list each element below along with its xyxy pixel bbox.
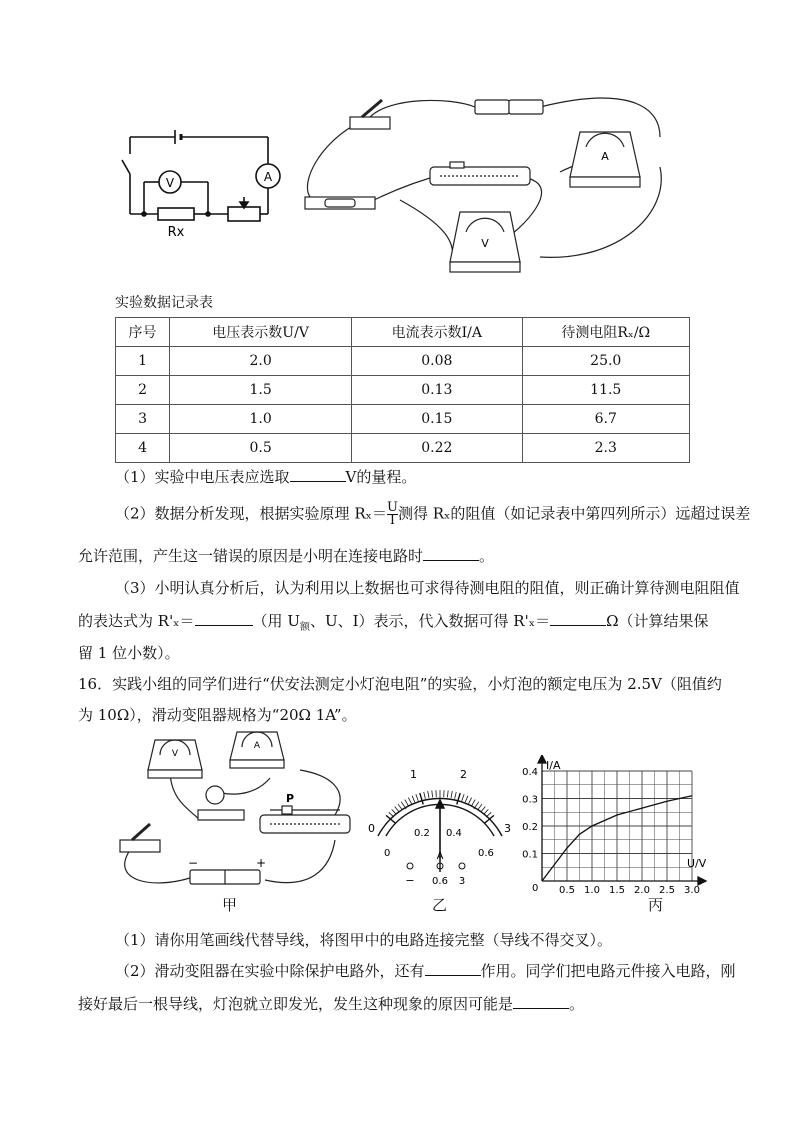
fraction-denominator: I — [389, 513, 396, 528]
q16-p2-text: （2）滑动变阻器在实验中除保护电路外，还有 — [115, 962, 425, 980]
cell: 2 — [116, 376, 170, 405]
q15-p2-text-end: 。 — [479, 547, 495, 565]
fraction-u-over-i — [387, 502, 398, 527]
q16-p2-text-3: 接好最后一根导线，灯泡就立即发光，发生这种现象的原因可能是 — [78, 995, 514, 1013]
header-cell: 序号 — [116, 318, 170, 347]
answer-blank[interactable] — [423, 546, 479, 561]
circuit-figure-1 — [100, 92, 700, 292]
dial-tick — [481, 807, 486, 812]
q16-p2-text-2: 作用。同学们把电路元件接入电路，刚 — [480, 962, 736, 980]
ammeter-label: A — [263, 170, 273, 184]
table-row — [116, 376, 690, 405]
caption-yi: 乙 — [432, 896, 448, 914]
outer-tick-3: 3 — [504, 822, 511, 835]
dial-tick — [451, 791, 452, 798]
dial-tick — [486, 812, 491, 817]
q15-p3-text-2: （用 U — [252, 612, 300, 630]
q15-p2-text-2: 测得 Rₓ的阻值（如记录表中第四列所示）远超过误差 — [397, 504, 751, 523]
ammeter-face-label: A — [253, 741, 261, 751]
q15-p3-text: 的表达式为 R'ₓ＝ — [78, 612, 195, 630]
needle-label: A — [436, 851, 444, 862]
dial-tick — [424, 792, 426, 799]
chart-grid — [542, 771, 692, 881]
y-tick-label: 0.4 — [522, 767, 538, 778]
answer-blank[interactable] — [290, 467, 346, 482]
q15-part2-line2 — [78, 546, 494, 566]
q15-part3-line2 — [78, 611, 709, 638]
chart-tick-labels — [522, 767, 700, 895]
x-tick-label: 3.0 — [684, 885, 700, 895]
dial-tick — [392, 809, 397, 814]
inner-tick-1: 0.2 — [414, 828, 430, 839]
answer-blank[interactable] — [513, 994, 569, 1009]
q15-part3-line3: 留 1 位小数）。 — [78, 644, 180, 662]
cell: 0.15 — [352, 405, 522, 434]
y-axis-label: I/A — [546, 759, 561, 772]
voltmeter-label: V — [165, 176, 175, 190]
table-row — [116, 347, 690, 376]
cell: 0.13 — [352, 376, 522, 405]
cell: 1.5 — [170, 376, 352, 405]
fraction-numerator: U — [386, 500, 398, 515]
dial-tick — [420, 793, 423, 804]
answer-blank[interactable] — [425, 961, 481, 976]
dial-tick — [447, 790, 448, 797]
dial-tick — [432, 790, 433, 797]
cell: 2.0 — [170, 347, 352, 376]
caption-bing: 丙 — [648, 896, 664, 914]
x-axis-label: U/V — [687, 857, 707, 870]
table-row — [116, 434, 690, 463]
cell: 3 — [116, 405, 170, 434]
figure-jia — [110, 730, 360, 890]
q16-part1: （1）请你用笔画线代替导线，将图甲中的电路连接完整（导线不得交叉）。 — [115, 931, 613, 949]
outer-tick-0: 0 — [368, 822, 375, 835]
battery-plus-label: + — [256, 856, 267, 870]
dial-tick — [465, 796, 468, 802]
terminal-minus: − — [405, 874, 415, 887]
header-cell: 待测电阻Rₓ/Ω — [522, 318, 690, 347]
q15-p1-text-end: V的量程。 — [345, 468, 417, 486]
q16-part2 — [115, 961, 736, 981]
x-tick-label: 1.0 — [584, 885, 600, 895]
q15-part1 — [115, 467, 416, 487]
voltmeter-face-label: V — [481, 237, 489, 250]
outer-tick-2: 2 — [460, 768, 467, 781]
answer-blank[interactable] — [195, 611, 253, 626]
cell: 0.08 — [352, 347, 522, 376]
subscript-rated: 额 — [299, 622, 310, 633]
schematic-diagram — [122, 130, 280, 221]
figure-yi-meter-dial — [360, 760, 520, 890]
dial-tick — [462, 794, 464, 801]
dial-tick — [405, 800, 409, 806]
switch-symbol — [122, 160, 130, 174]
slider-p-label: P — [286, 792, 295, 805]
dial-tick — [457, 793, 460, 804]
data-table — [115, 317, 690, 463]
cell: 4 — [116, 434, 170, 463]
voltmeter-face-label: V — [171, 749, 179, 759]
q15-part2 — [115, 502, 750, 527]
cell: 25.0 — [522, 347, 690, 376]
q15-p2-text: （2）数据分析发现，根据实验原理 Rₓ＝ — [115, 504, 387, 523]
dial-tick — [468, 798, 471, 804]
q15-p2-text-3: 允许范围，产生这一错误的原因是小明在连接电路时 — [78, 547, 424, 565]
dial-tick — [395, 807, 400, 812]
rx-label: Rx — [167, 225, 185, 240]
q15-p3-text-3: 、U、I）表示，代入数据可得 R'ₓ＝ — [309, 612, 551, 630]
q16-stem-line1: 16．实践小组的同学们进行“伏安法测定小灯泡电阻”的实验，小灯泡的额定电压为 2.5V（阻值约 — [78, 675, 722, 693]
q15-part3: （3）小明认真分析后，认为利用以上数据也可求得待测电阻的阻值，则正确计算待测电阻阻值 — [115, 579, 740, 597]
cell: 0.22 — [352, 434, 522, 463]
dial-tick — [412, 796, 415, 802]
y-tick-label: 0.2 — [522, 822, 538, 833]
rx-symbol — [158, 208, 194, 220]
cell: 1.0 — [170, 405, 352, 434]
dial-tick — [455, 792, 457, 799]
inner-tick-2: 0.4 — [446, 828, 462, 839]
cell: 11.5 — [522, 376, 690, 405]
q16-stem-line2: 为 10Ω），滑动变阻器规格为“20Ω 1A”。 — [78, 706, 357, 724]
x-tick-label: 1.5 — [609, 885, 625, 895]
dial-tick — [398, 804, 402, 810]
header-cell: 电压表示数U/V — [170, 318, 352, 347]
q16-part2-line2 — [78, 994, 584, 1014]
cell: 1 — [116, 347, 170, 376]
q16-p2-text-end: 。 — [569, 995, 585, 1013]
x-tick-label: 0.5 — [559, 885, 575, 895]
chart-axes — [538, 755, 706, 885]
dial-tick — [416, 794, 418, 801]
figure-bing-iu-graph — [520, 755, 710, 895]
ammeter-face-label: A — [601, 150, 609, 163]
caption-jia: 甲 — [222, 896, 238, 914]
dial-tick — [428, 791, 429, 798]
x-tick-label: 2.5 — [659, 885, 675, 895]
table-title: 实验数据记录表 — [115, 295, 213, 311]
table-header-row — [116, 318, 690, 347]
answer-blank[interactable] — [550, 611, 606, 626]
cell: 2.3 — [522, 434, 690, 463]
dial-tick — [389, 812, 394, 817]
dial-tick — [484, 809, 489, 814]
header-cell: 电流表示数I/A — [352, 318, 522, 347]
terminal-3: 3 — [458, 876, 466, 887]
table-row — [116, 405, 690, 434]
origin-label: 0 — [532, 883, 539, 894]
q15-p3-text-4: Ω（计算结果保 — [606, 612, 709, 630]
inner-tick-3: 0.6 — [478, 848, 494, 859]
dial-tick — [472, 800, 476, 806]
dial-tick — [408, 798, 411, 804]
q15-p1-text: （1）实验中电压表应选取 — [115, 468, 290, 486]
battery-minus-label: − — [188, 856, 199, 870]
y-tick-label: 0.3 — [522, 794, 538, 806]
dial-tick — [478, 804, 482, 810]
terminal-0-6: 0.6 — [432, 876, 448, 887]
cell: 0.5 — [170, 434, 352, 463]
inner-tick-0: 0 — [384, 848, 391, 859]
x-tick-label: 2.0 — [634, 885, 650, 895]
cell: 6.7 — [522, 405, 690, 434]
outer-tick-1: 1 — [410, 768, 417, 781]
y-tick-label: 0.1 — [522, 849, 538, 861]
